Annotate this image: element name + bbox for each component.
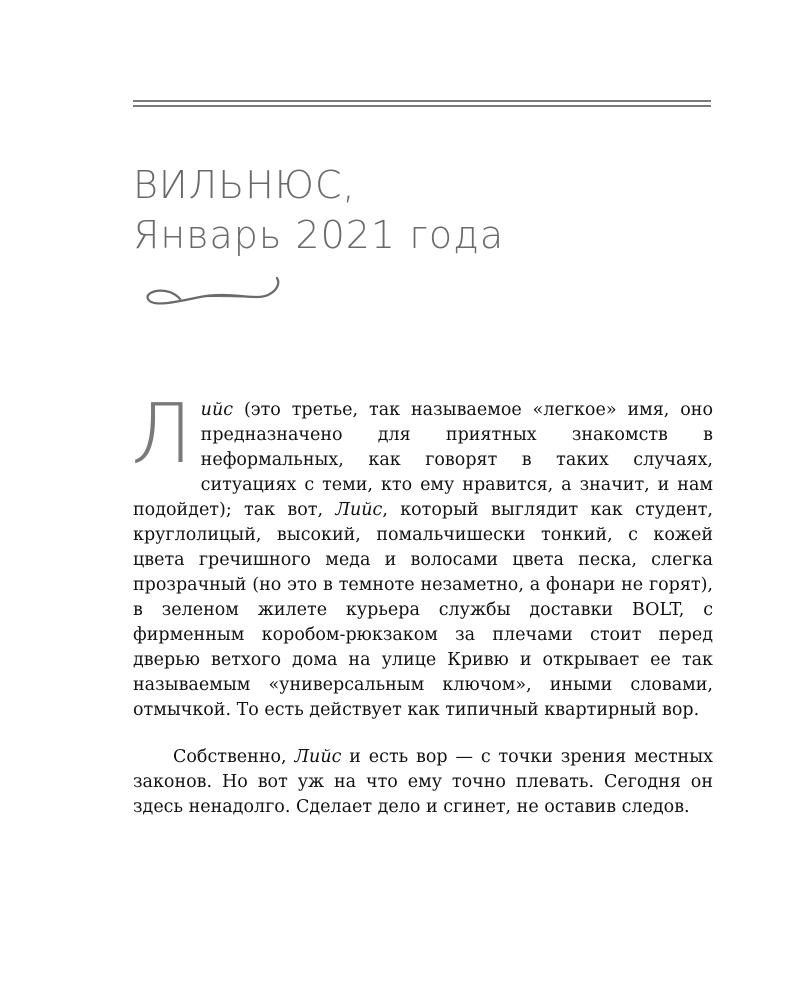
paragraph-2 <box>133 745 713 820</box>
name-lijs-2: Лийс <box>335 500 383 520</box>
paragraph-2-text-a: Собственно, <box>173 747 295 767</box>
chapter-body <box>131 387 713 820</box>
chapter-heading-city: ВИЛЬНЮС, <box>133 163 356 207</box>
paragraph-2-text-b: и есть вор — с точки зрения местных законов. Но вот уж на что ему точно плевать. Сегодня он здесь ненадолго. Сделает дело и сгинет, не оставив следов. <box>133 747 713 817</box>
drop-cap: Л <box>131 387 193 482</box>
top-rule <box>133 100 711 102</box>
name-lijs-3: Лийс <box>294 747 342 767</box>
top-rule-secondary <box>133 105 711 107</box>
chapter-heading-date: Январь 2021 года <box>133 213 505 257</box>
chapter-heading <box>133 160 713 260</box>
paragraph-1-text-b: , который выглядит как студент, круглолицый, высокий, помальчишески тонкий, с кожей цвета гречишного меда и волосами цвета песка, слегка прозрачный (но это в темноте незаметно, а фонари не горят), в зеленом жилете курьера службы доставки BOLT, с фирменным коробом-рюкзаком за плечами стоит перед дверью ветхого дома на улице Кривю и открывает ее так называемым «универсальным ключом», иными словами, отмычкой. То есть действует как типичный квартирный вор. <box>133 500 713 720</box>
paragraph-1-text-a: (это третье, так называемое «легкое» имя, оно предназначено для приятных знакомств в неформальных, как говорят в таких случаях, ситуациях с теми, кто ему нравится, а значит, и нам подойдет); так вот, <box>133 400 713 520</box>
swash-ornament-icon <box>140 275 290 315</box>
name-lijs: ийс <box>200 400 234 420</box>
paragraph-1 <box>131 387 713 723</box>
